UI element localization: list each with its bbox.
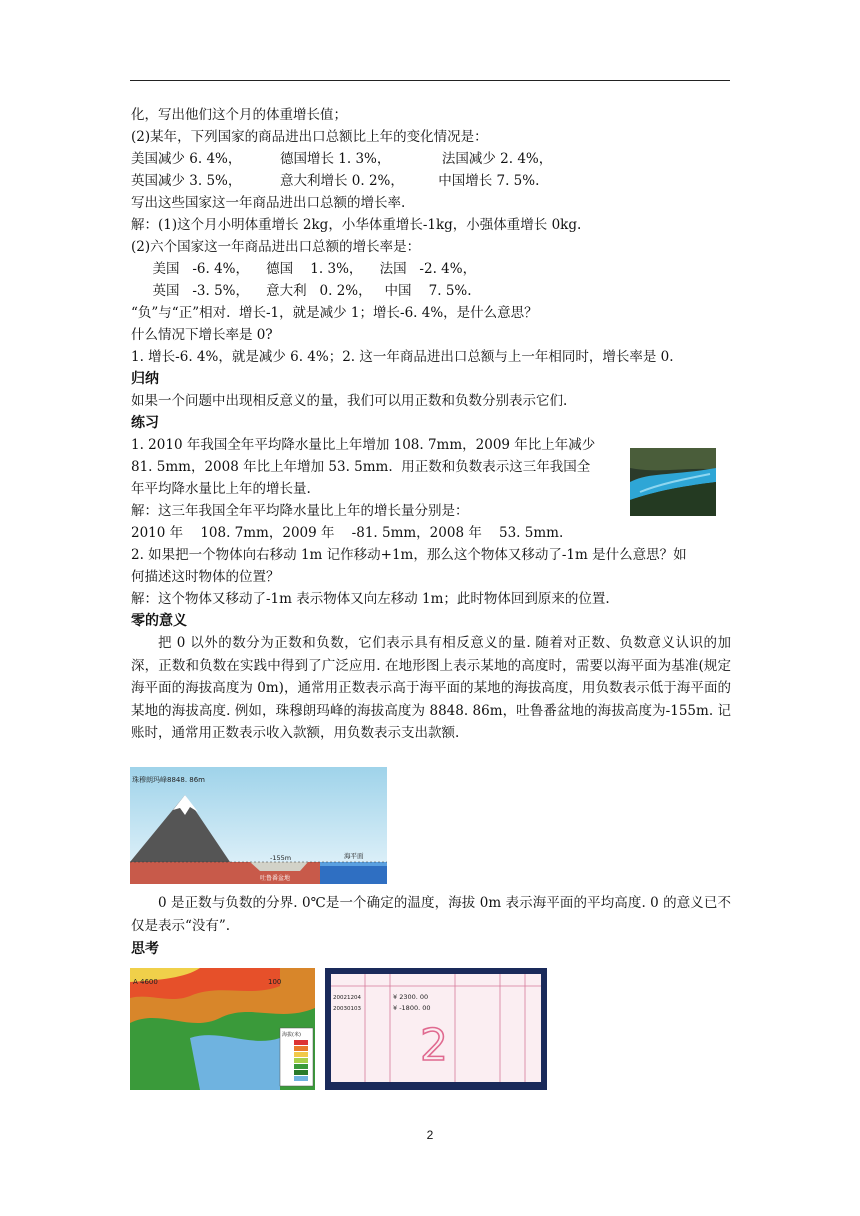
heading-practice: 练习 bbox=[131, 415, 159, 431]
practice-line: 解：这个物体又移动了-1m 表示物体又向左移动 1m；此时物体回到原来的位置. bbox=[131, 591, 610, 607]
ledger-amount-2: ¥ -1800. 00 bbox=[393, 1004, 431, 1012]
practice-line: 解：这三年我国全年平均降水量比上年的增长量分别是： bbox=[131, 503, 469, 519]
text-line: (2)某年，下列国家的商品进出口总额比上年的变化情况是： bbox=[131, 129, 488, 145]
map-label-a: A 4600 bbox=[133, 978, 158, 986]
header-rule bbox=[130, 80, 730, 81]
text-line: 英国减少 3. 5%， 意大利增长 0. 2%， 中国增长 7. 5%. bbox=[131, 173, 540, 189]
text-line: 写出这些国家这一年商品进出口总额的增长率. bbox=[131, 195, 406, 211]
practice-line: 2010 年 108. 7mm，2009 年 -81. 5mm，2008 年 53. 5mm. bbox=[131, 525, 564, 541]
practice-line: 1. 2010 年我国全年平均降水量比上年增加 108. 7mm，2009 年比上年减少 bbox=[131, 437, 596, 453]
text-line: (2)六个国家这一年商品进出口总额的增长率是： bbox=[131, 239, 421, 255]
basin-value: -155m bbox=[270, 854, 292, 862]
river-photo bbox=[630, 448, 716, 516]
map-label-b: 100 bbox=[268, 978, 282, 986]
ledger-amount-1: ¥ 2300. 00 bbox=[393, 993, 429, 1001]
text-line: 英国 -3. 5%， 意大利 0. 2%， 中国 7. 5%. bbox=[131, 283, 472, 299]
map-legend-title: 海拔(米) bbox=[282, 1032, 301, 1038]
heading-zero-meaning: 零的意义 bbox=[131, 613, 187, 629]
sea-level-label: 海平面 bbox=[344, 852, 364, 860]
basin-label: 吐鲁番盆地 bbox=[260, 875, 291, 882]
ledger-date-2: 20030103 bbox=[333, 1006, 361, 1012]
practice-line: 年平均降水量比上年的增长量. bbox=[131, 481, 311, 497]
practice-line: 81. 5mm，2008 年比上年增加 53. 5mm. 用正数和负数表示这三年我国全 bbox=[131, 459, 591, 475]
bank-ledger-figure bbox=[325, 968, 547, 1090]
text-line: 化，写出他们这个月的体重增长值； bbox=[131, 107, 347, 123]
heading-summary: 归纳 bbox=[131, 371, 159, 387]
page-number: 2 bbox=[426, 1128, 434, 1142]
text-line: 解：(1)这个月小明体重增长 2kg，小华体重增长-1kg，小强体重增长 0kg. bbox=[131, 217, 582, 233]
zero-paragraph-2: 0 是正数与负数的分界. 0℃是一个确定的温度，海拔 0m 表示海平面的平均高度. 0 的意义已不仅是表示“没有”. bbox=[131, 895, 731, 934]
peak-label: 珠穆朗玛峰8848. 86m bbox=[132, 776, 205, 784]
zero-paragraph: 把 0 以外的数分为正数和负数，它们表示具有相反意义的量. 随着对正数、负数意义认识的加深，正数和负数在实践中得到了广泛应用. 在地形图上表示某地的高度时，需要以海平面为基准(规定海平面的海拔高度为 0m)，通常用正数表示高于海平面的某地的海拔高度，用负数表示低于海平面的某地的海拔高度. 例如，珠穆朗玛峰的海拔高度为 8848. 86m，吐鲁番盆地的海拔高度为-155m. 记账时，通常用正数表示收入款额，用负数表示支出款额. bbox=[131, 635, 731, 741]
text-line: 什么情况下增长率是 0? bbox=[131, 327, 273, 343]
practice-line: 何描述这时物体的位置？ bbox=[131, 569, 280, 585]
text-line: 美国减少 6. 4%， 德国增长 1. 3%， 法国减少 2. 4%， bbox=[131, 151, 553, 167]
summary-text: 如果一个问题中出现相反意义的量，我们可以用正数和负数分别表示它们. bbox=[131, 393, 568, 409]
altitude-figure bbox=[130, 767, 387, 884]
zero-paragraph-2-wrap bbox=[131, 892, 731, 960]
heading-think: 思考 bbox=[131, 941, 159, 957]
text-line: “负”与“正”相对. 增长-1，就是减少 1；增长-6. 4%，是什么意思？ bbox=[131, 305, 538, 321]
ledger-date-1: 20021204 bbox=[333, 995, 361, 1001]
text-line: 1. 增长-6. 4%，就是减少 6. 4%；2. 这一年商品进出口总额与上一年相同时，增长率是 0. bbox=[131, 349, 674, 365]
ledger-big-number: 2 bbox=[420, 1020, 448, 1071]
text-line: 美国 -6. 4%， 德国 1. 3%， 法国 -2. 4%， bbox=[131, 261, 477, 277]
topographic-map bbox=[130, 968, 315, 1090]
page-content bbox=[131, 104, 731, 745]
practice-line: 2. 如果把一个物体向右移动 1m 记作移动+1m，那么这个物体又移动了-1m 是什么意思？如 bbox=[131, 547, 687, 563]
